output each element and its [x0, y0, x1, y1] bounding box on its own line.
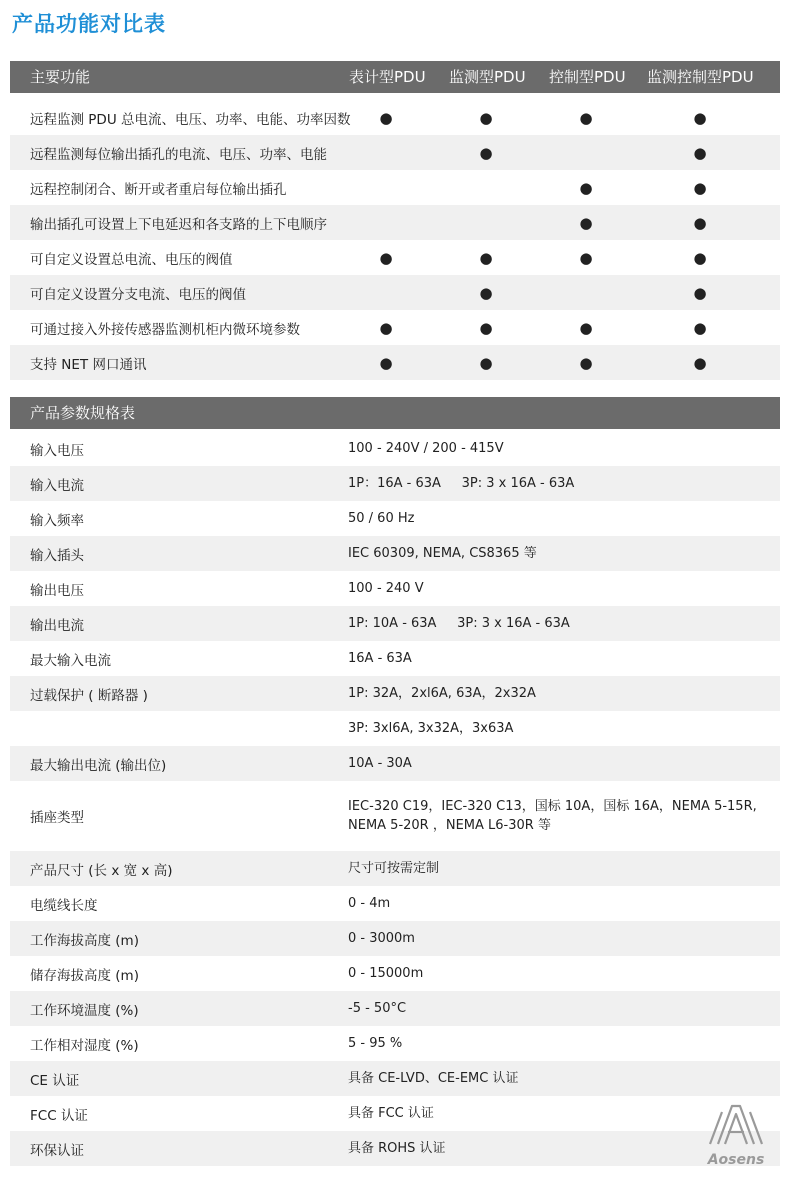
spec-row — [10, 1096, 780, 1131]
spec-label: 工作环境温度 (%) — [30, 1002, 139, 1019]
feature-supported-dot: ● — [693, 318, 707, 337]
spec-value: -5 - 50°C — [348, 1001, 407, 1016]
spec-row — [10, 1061, 780, 1096]
feature-row — [10, 100, 780, 135]
spec-value: 10A - 30A — [348, 756, 412, 771]
spec-row — [10, 886, 780, 921]
header-switched-pdu: 控制型PDU — [549, 68, 626, 86]
feature-supported-dot: ● — [693, 213, 707, 232]
spec-row — [10, 606, 780, 641]
spec-value: 具备 FCC 认证 — [348, 1106, 434, 1121]
feature-supported-dot: ● — [693, 283, 707, 302]
feature-supported-dot: ● — [479, 318, 493, 337]
feature-supported-dot: ● — [479, 108, 493, 127]
aosens-logo-watermark — [692, 1098, 780, 1172]
feature-label: 远程控制闭合、断开或者重启每位输出插孔 — [30, 181, 287, 198]
spec-label: 插座类型 — [30, 810, 84, 826]
watermark-text: Aosens — [707, 1152, 765, 1168]
spec-table-header — [10, 397, 780, 429]
spec-row — [10, 956, 780, 991]
feature-row — [10, 310, 780, 345]
feature-row — [10, 205, 780, 240]
feature-label: 可通过接入外接传感器监测机柜内微环境参数 — [30, 321, 300, 338]
spec-value: 100 - 240V / 200 - 415V — [348, 441, 504, 456]
feature-supported-dot: ● — [379, 318, 393, 337]
feature-supported-dot: ● — [579, 248, 593, 267]
feature-label: 远程监测每位输出插孔的电流、电压、功率、电能 — [30, 146, 327, 163]
feature-row — [10, 275, 780, 310]
feature-supported-dot: ● — [479, 143, 493, 162]
spec-row — [10, 746, 780, 781]
spec-value: 具备 ROHS 认证 — [348, 1141, 446, 1156]
spec-row — [10, 851, 780, 886]
spec-header-title: 产品参数规格表 — [30, 404, 136, 422]
feature-table-header — [10, 61, 780, 93]
spec-value: 0 - 4m — [348, 896, 391, 911]
feature-row — [10, 170, 780, 205]
feature-supported-dot: ● — [693, 248, 707, 267]
spec-row — [10, 431, 780, 466]
feature-label: 远程监测 PDU 总电流、电压、功率、电能、功率因数 — [30, 111, 351, 128]
feature-supported-dot: ● — [479, 353, 493, 372]
spec-label: 输入频率 — [30, 512, 84, 529]
spec-label: FCC 认证 — [30, 1107, 88, 1124]
spec-label: 产品尺寸 (长 x 宽 x 高) — [30, 862, 173, 879]
feature-supported-dot: ● — [579, 353, 593, 372]
feature-supported-dot: ● — [693, 143, 707, 162]
feature-supported-dot: ● — [693, 353, 707, 372]
spec-label: 输入电流 — [30, 477, 84, 494]
spec-label: 最大输入电流 — [30, 652, 111, 669]
feature-supported-dot: ● — [379, 108, 393, 127]
spec-label: 输入插头 — [30, 547, 84, 564]
spec-row — [10, 466, 780, 501]
feature-supported-dot: ● — [379, 353, 393, 372]
spec-row — [10, 991, 780, 1026]
feature-supported-dot: ● — [379, 248, 393, 267]
header-main-function: 主要功能 — [30, 68, 91, 86]
spec-row — [10, 1131, 780, 1166]
page-title: 产品功能对比表 — [12, 12, 166, 36]
spec-value: 16A - 63A — [348, 651, 412, 666]
spec-value: 0 - 3000m — [348, 931, 415, 946]
spec-row — [10, 781, 780, 851]
spec-value: 3P: 3xl6A, 3x32A，3x63A — [348, 721, 514, 736]
spec-value: 100 - 240 V — [348, 581, 424, 596]
spec-row — [10, 921, 780, 956]
spec-row — [10, 676, 780, 711]
spec-label: 输入电压 — [30, 442, 84, 459]
spec-value: IEC 60309, NEMA, CS8365 等 — [348, 546, 537, 561]
feature-supported-dot: ● — [579, 108, 593, 127]
spec-row — [10, 571, 780, 606]
header-monitored-pdu: 监测型PDU — [449, 68, 526, 86]
spec-value: IEC-320 C19，IEC-320 C13，国标 10A，国标 16A，NEMA 5-15R, NEMA 5-20R ，NEMA L6-30R 等 — [348, 799, 757, 833]
feature-row — [10, 240, 780, 275]
spec-label: 环保认证 — [30, 1142, 84, 1159]
spec-row — [10, 501, 780, 536]
spec-value: 5 - 95 % — [348, 1036, 403, 1051]
feature-supported-dot: ● — [693, 178, 707, 197]
feature-supported-dot: ● — [479, 248, 493, 267]
feature-label: 可自定义设置分支电流、电压的阀值 — [30, 286, 246, 303]
spec-row — [10, 711, 780, 746]
spec-value: 尺寸可按需定制 — [348, 861, 440, 876]
spec-row — [10, 536, 780, 571]
spec-row — [10, 641, 780, 676]
spec-label: 最大输出电流 (输出位) — [30, 757, 167, 774]
feature-supported-dot: ● — [579, 318, 593, 337]
spec-value: 1P：16A - 63A 3P: 3 x 16A - 63A — [348, 476, 575, 491]
spec-label: 工作相对湿度 (%) — [30, 1037, 139, 1054]
feature-supported-dot: ● — [479, 283, 493, 302]
header-metered-pdu: 表计型PDU — [349, 68, 426, 86]
spec-row — [10, 1026, 780, 1061]
spec-value: 50 / 60 Hz — [348, 511, 415, 526]
feature-row — [10, 345, 780, 380]
spec-value: 1P: 10A - 63A 3P: 3 x 16A - 63A — [348, 616, 570, 631]
spec-label: 电缆线长度 — [30, 897, 98, 914]
spec-label: 输出电压 — [30, 582, 84, 599]
feature-label: 可自定义设置总电流、电压的阀值 — [30, 251, 233, 268]
feature-supported-dot: ● — [579, 213, 593, 232]
spec-label: 储存海拔高度 (m) — [30, 967, 139, 984]
spec-label: 输出电流 — [30, 617, 84, 634]
spec-label: 工作海拔高度 (m) — [30, 932, 139, 949]
spec-label: CE 认证 — [30, 1072, 80, 1089]
spec-value: 具备 CE-LVD、CE-EMC 认证 — [348, 1071, 519, 1086]
feature-label: 输出插孔可设置上下电延迟和各支路的上下电顺序 — [30, 216, 327, 233]
spec-value: 0 - 15000m — [348, 966, 424, 981]
feature-row — [10, 135, 780, 170]
spec-value: 1P: 32A，2xl6A, 63A，2x32A — [348, 686, 536, 701]
header-monitored-switched-pdu: 监测控制型PDU — [647, 68, 754, 86]
feature-supported-dot: ● — [693, 108, 707, 127]
feature-supported-dot: ● — [579, 178, 593, 197]
spec-label: 过载保护 ( 断路器 ) — [30, 687, 148, 704]
feature-label: 支持 NET 网口通讯 — [30, 356, 147, 373]
